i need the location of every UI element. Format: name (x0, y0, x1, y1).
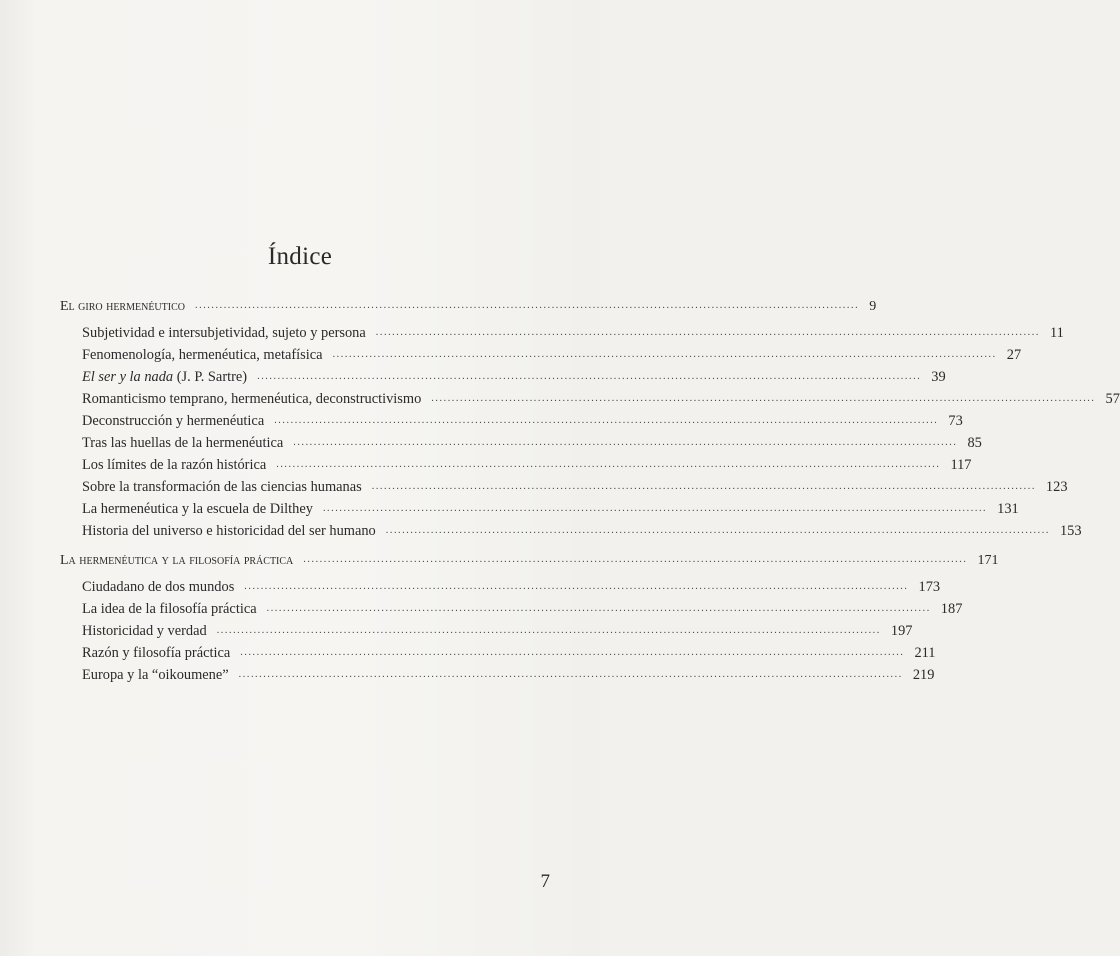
toc-entry (60, 454, 972, 476)
dot-leader: .................................................................................................................................................................. (238, 669, 903, 680)
toc-section-title: El giro hermenéutico (60, 299, 185, 314)
dot-leader: .................................................................................................................................................................. (244, 581, 909, 592)
toc-page-number: 73 (948, 413, 963, 429)
toc-page-number: 57 (1105, 391, 1120, 407)
dot-leader: .................................................................................................................................................................. (257, 371, 922, 382)
dot-leader: .................................................................................................................................................................. (303, 554, 968, 565)
dot-leader: .................................................................................................................................................................. (385, 525, 1050, 536)
dot-leader: .................................................................................................................................................................. (274, 415, 939, 426)
toc-page-number: 187 (940, 601, 963, 617)
toc-entry-label: Romanticismo temprano, hermenéutica, deconstructivismo (82, 391, 422, 407)
toc-entry-label: Historicidad y verdad (82, 623, 207, 639)
toc-page-number: 131 (997, 501, 1019, 517)
dot-leader: .................................................................................................................................................................. (371, 481, 1036, 492)
dot-leader: .................................................................................................................................................................. (322, 503, 988, 514)
toc-page-number: 39 (931, 369, 946, 385)
toc-entry (60, 432, 982, 454)
toc-entry-label: Europa y la “oikoumene” (82, 667, 229, 683)
toc-entry (60, 410, 963, 432)
dot-leader: .................................................................................................................................................................. (375, 327, 1040, 338)
toc-entry-label: Ciudadano de dos mundos (82, 579, 235, 595)
toc-entry-label: Deconstrucción y hermenéutica (82, 413, 265, 429)
dot-leader: .................................................................................................................................................................. (276, 459, 941, 470)
dot-leader: .................................................................................................................................................................. (240, 647, 905, 658)
toc-page-number: 85 (967, 435, 982, 451)
toc-entry (60, 322, 1064, 344)
toc-entry (60, 642, 936, 664)
toc-entry-label: Razón y filosofía práctica (82, 645, 231, 661)
toc-page-number: 219 (912, 667, 935, 683)
toc-entry-label: Tras las huellas de la hermenéutica (82, 435, 284, 451)
toc-page-number: 9 (869, 299, 877, 314)
toc-entry-label-italic: El ser y la nada (82, 369, 174, 385)
toc-page-number: 197 (890, 623, 913, 639)
toc-entry (60, 366, 946, 388)
toc-entry-label-rest: (J. P. Sartre) (173, 369, 248, 385)
toc-page-number: 11 (1049, 325, 1064, 341)
toc-entry-label: Historia del universo e historicidad del ser humano (82, 523, 376, 539)
dot-leader: .................................................................................................................................................................. (431, 393, 1096, 404)
toc-page-number: 123 (1045, 479, 1068, 495)
toc-entry (60, 476, 1068, 498)
toc-entry-label (82, 366, 247, 388)
toc-page-number: 171 (977, 553, 999, 568)
page-number: 7 (540, 871, 550, 892)
toc-entry-label: La idea de la filosofía práctica (82, 601, 257, 617)
toc-entry-label: Fenomenología, hermenéutica, metafísica (82, 347, 323, 363)
dot-leader: .................................................................................................................................................................. (293, 437, 958, 448)
toc-page-number: 153 (1059, 523, 1082, 539)
dot-leader: .................................................................................................................................................................. (332, 349, 997, 360)
toc-entry (60, 598, 963, 620)
dot-leader: .................................................................................................................................................................. (266, 603, 931, 614)
toc-entry (60, 344, 1022, 366)
toc-entry (60, 620, 913, 642)
dot-leader: .................................................................................................................................................................. (195, 300, 860, 311)
toc-page-number: 27 (1006, 347, 1022, 363)
page-title: Índice (267, 243, 333, 270)
dot-leader: .................................................................................................................................................................. (216, 625, 881, 636)
toc-entry (60, 520, 1082, 542)
toc-entry (60, 498, 1019, 520)
toc-section-1 (60, 296, 877, 318)
toc-page-number: 211 (914, 645, 936, 661)
toc-section-title: La hermenéutica y la filosofía práctica (60, 553, 294, 568)
table-of-contents (60, 296, 1120, 686)
toc-entry-label: La hermenéutica y la escuela de Dilthey (82, 501, 313, 517)
toc-page-number: 117 (950, 457, 972, 473)
toc-entry-label: Los límites de la razón histórica (82, 457, 267, 473)
toc-entry (60, 388, 1120, 410)
toc-page-number: 173 (918, 579, 941, 595)
toc-section-2 (60, 550, 999, 572)
toc-entry (60, 576, 941, 598)
toc-entry-label: Subjetividad e intersubjetividad, sujeto y persona (82, 325, 366, 341)
toc-entry-label: Sobre la transformación de las ciencias humanas (82, 479, 362, 495)
toc-entry (60, 664, 935, 686)
